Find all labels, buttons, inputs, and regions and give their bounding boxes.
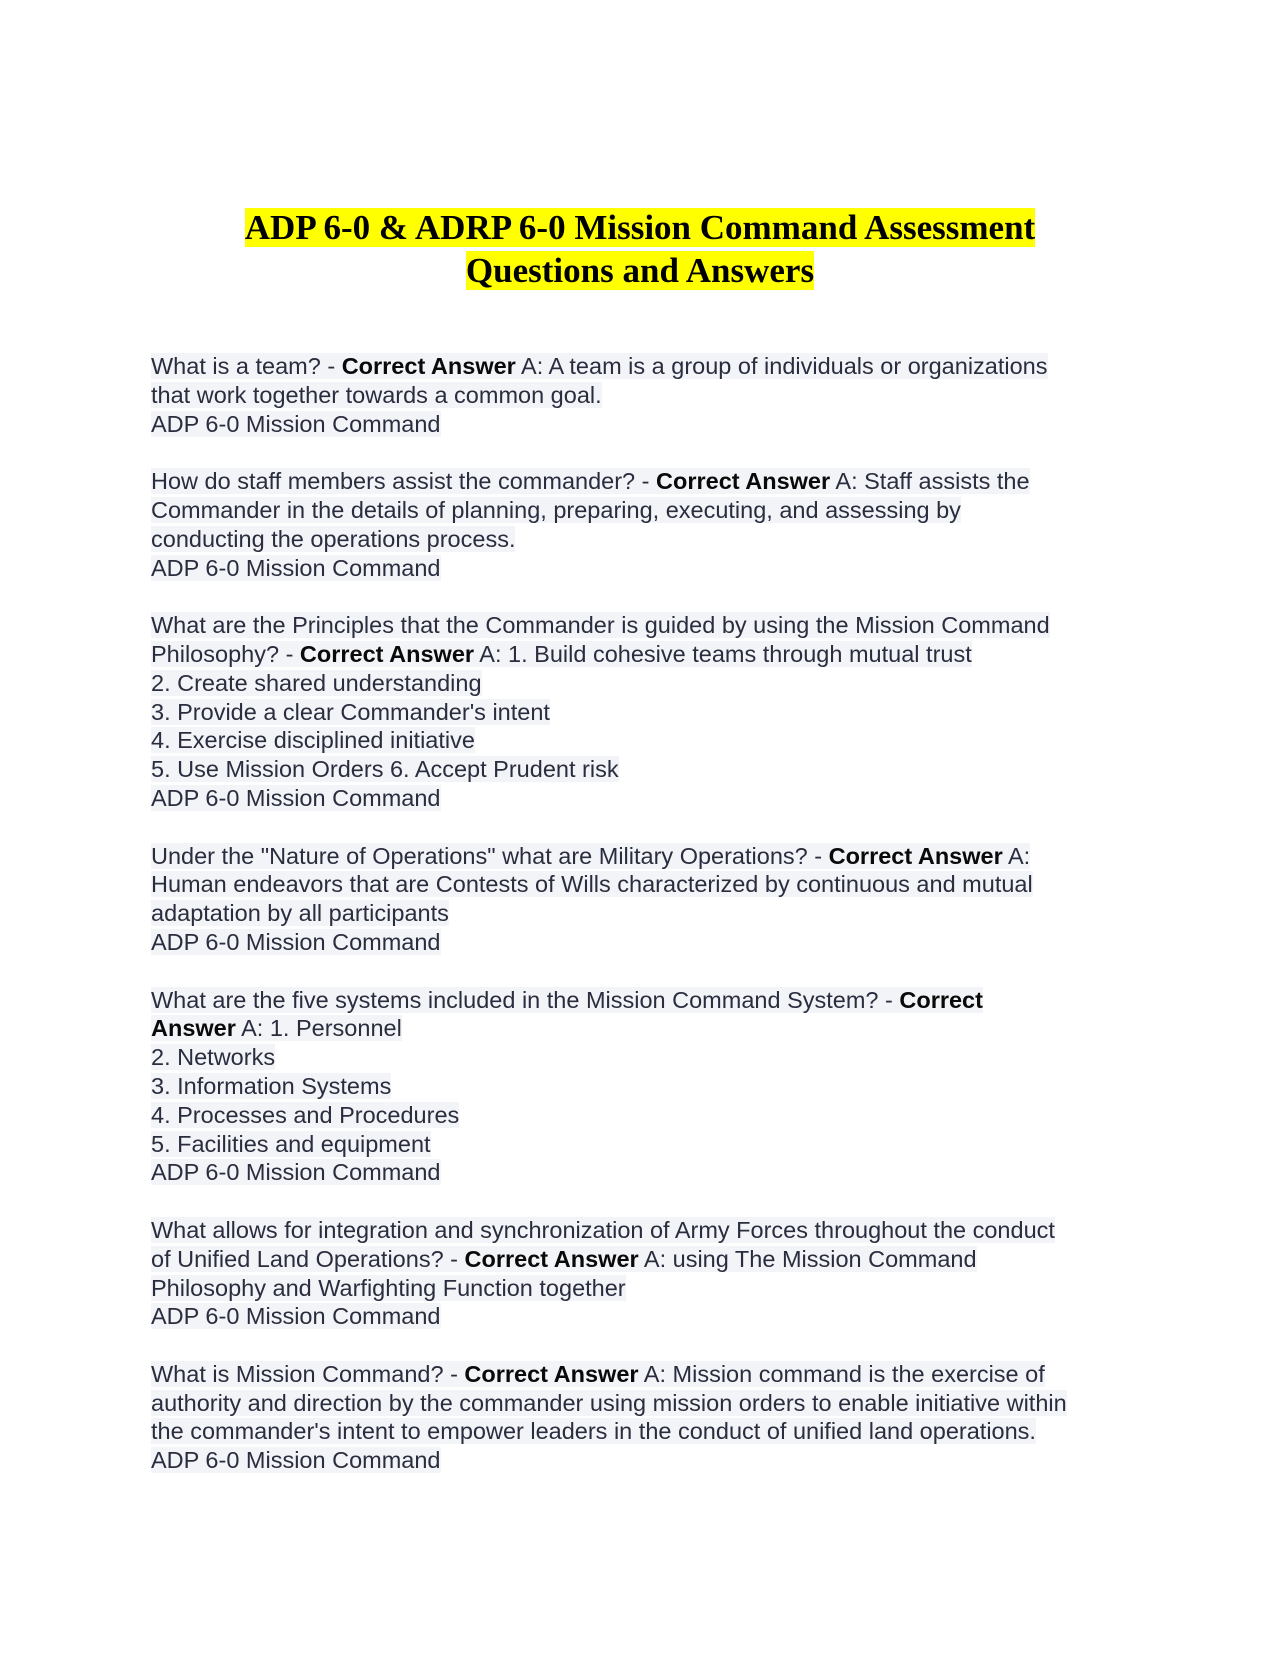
qa-line-text: Philosophy and Warfighting Function together [151,1274,626,1301]
qa-line-text [151,1361,1045,1387]
correct-answer-label: Correct Answer [828,842,1003,869]
qa-line-text: 5. Use Mission Orders 6. Accept Prudent risk [151,756,619,783]
qa-line [151,755,1151,784]
question-text: of Unified Land Operations? - [151,1245,465,1272]
qa-line [151,1446,1151,1475]
qa-line-text: ADP 6-0 Mission Command [151,554,441,581]
question-text: What is Mission Command? - [151,1360,465,1387]
qa-line [151,726,1151,755]
qa-line [151,1072,1151,1101]
qa-line-text: 2. Create shared understanding [151,669,482,696]
qa-line [151,496,1151,525]
answer-text: A: A team is a group of individuals or organizations [515,353,1048,379]
qa-line [151,352,1151,381]
title-line-1: ADP 6-0 & ADRP 6-0 Mission Command Assessment [244,208,1036,247]
qa-line [151,784,1151,813]
answer-text: A: 1. Build cohesive teams through mutual trust [474,640,972,667]
correct-answer-label: Correct Answer [299,640,475,667]
qa-line-text: 4. Processes and Procedures [151,1101,460,1128]
question-text: How do staff members assist the commander? - [151,468,657,495]
qa-item [151,1360,1151,1475]
qa-item [151,1216,1151,1331]
qa-line-text: conducting the operations process. [151,525,516,552]
qa-line [151,611,1151,640]
qa-line-text: Commander in the details of planning, preparing, executing, and assessing by [151,496,961,523]
qa-line-text: What are the Principles that the Commander is guided by using the Mission Command [151,612,1050,639]
qa-line-text [151,641,972,667]
qa-line-text: Human endeavors that are Contests of Wills characterized by continuous and mutual [151,871,1033,898]
answer-text: A: 1. Personnel [235,1015,402,1042]
qa-line-text: ADP 6-0 Mission Command [151,1303,441,1330]
correct-answer-label: Correct Answer [341,353,516,379]
qa-item [151,352,1151,438]
qa-line [151,1245,1151,1274]
qa-line [151,554,1151,583]
qa-line-text: ADP 6-0 Mission Command [151,410,441,437]
document-title [150,206,1130,292]
qa-line-text: ADP 6-0 Mission Command [151,784,441,811]
qa-line-text: authority and direction by the commander using mission orders to enable initiative within [151,1389,1067,1416]
qa-line [151,1417,1151,1446]
qa-line-text: that work together towards a common goal. [151,381,602,408]
qa-line [151,1043,1151,1072]
qa-item [151,467,1151,582]
correct-answer-label: Correct Answer [656,468,831,495]
question-text: Under the "Nature of Operations" what are Military Operations? - [151,842,829,869]
qa-line [151,381,1151,410]
question-text: Philosophy? - [151,640,300,667]
qa-line [151,525,1151,554]
qa-item [151,611,1151,813]
qa-line [151,1014,1151,1043]
qa-line [151,698,1151,727]
qa-list [151,352,1151,1504]
qa-line-text [151,1246,977,1272]
title-line-2: Questions and Answers [465,251,815,290]
qa-line-text [151,843,1030,869]
qa-line [151,640,1151,669]
qa-line [151,928,1151,957]
qa-item [151,986,1151,1188]
qa-line [151,1101,1151,1130]
answer-text: A: using The Mission Command [638,1245,977,1272]
qa-item [151,842,1151,957]
qa-line-text: adaptation by all participants [151,900,449,927]
qa-line [151,899,1151,928]
qa-line-text [151,987,983,1013]
answer-text: A: Mission command is the exercise of [638,1360,1045,1387]
qa-line-text [151,1015,402,1041]
correct-answer-label: Correct [899,986,983,1013]
qa-line [151,842,1151,871]
qa-line-text: ADP 6-0 Mission Command [151,1159,441,1186]
correct-answer-label: Correct Answer [464,1245,639,1272]
qa-line [151,870,1151,899]
question-text: What are the five systems included in the Mission Command System? - [151,986,900,1013]
qa-line-text: ADP 6-0 Mission Command [151,1447,441,1474]
correct-answer-label: Correct Answer [464,1360,639,1387]
qa-line [151,1274,1151,1303]
qa-line [151,1216,1151,1245]
qa-line [151,669,1151,698]
qa-line-text: 3. Provide a clear Commander's intent [151,698,550,725]
answer-text: A: Staff assists the [830,468,1030,495]
qa-line [151,410,1151,439]
qa-line-text: 3. Information Systems [151,1072,392,1099]
qa-line [151,1360,1151,1389]
qa-line-text: the commander's intent to empower leaders in the conduct of unified land operations. [151,1418,1036,1445]
answer-text: A: [1002,842,1031,869]
qa-line-text [151,353,1048,379]
qa-line [151,1158,1151,1187]
qa-line-text: 2. Networks [151,1044,276,1071]
qa-line-text: 4. Exercise disciplined initiative [151,727,475,754]
qa-line-text: What allows for integration and synchronization of Army Forces throughout the conduct [151,1216,1055,1243]
qa-line [151,1130,1151,1159]
qa-line-text: 5. Facilities and equipment [151,1130,431,1157]
qa-line [151,467,1151,496]
qa-line-text [151,468,1030,494]
qa-line [151,1389,1151,1418]
qa-line [151,986,1151,1015]
qa-line [151,1302,1151,1331]
correct-answer-label: Answer [151,1015,236,1042]
qa-line-text: ADP 6-0 Mission Command [151,928,441,955]
question-text: What is a team? - [151,353,342,379]
